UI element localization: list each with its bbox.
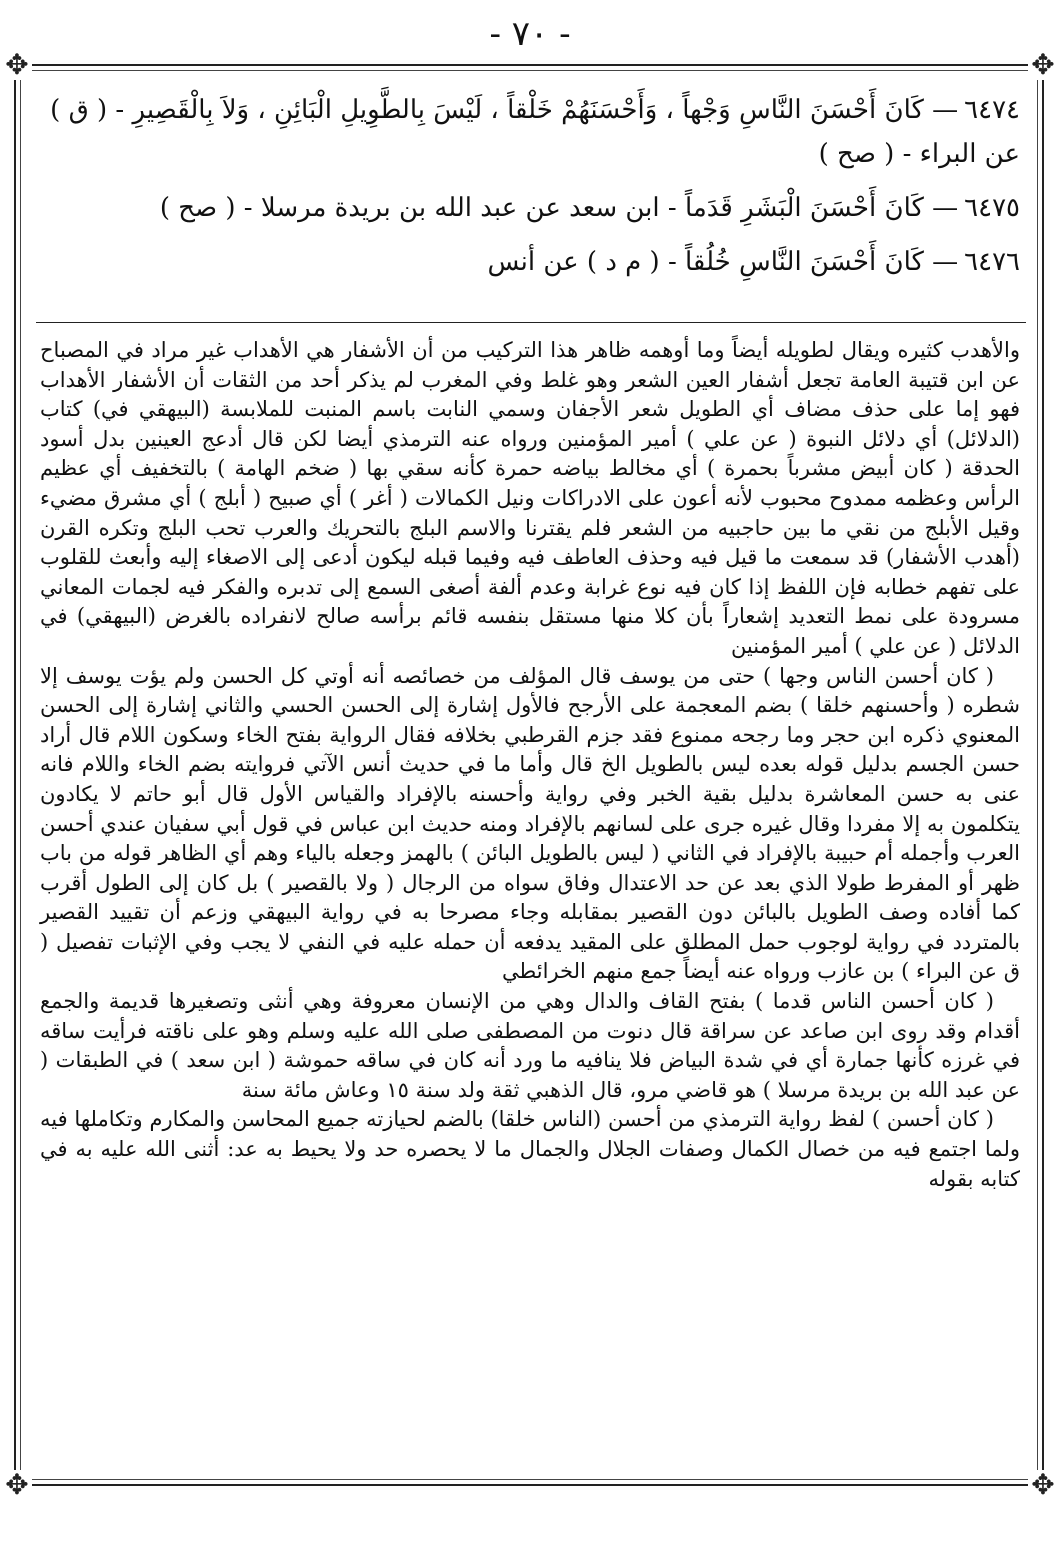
commentary-paragraph: ( كان أحسن الناس قدما ) بفتح القاف والدال وهي من الإنسان معروفة وهي أنثى وتصغيرها قديمة والجمع أقدام وقد روى ابن صاعد عن سراقة قال دنوت من المصطفى صلى الله عليه وسلم وهو على ناقته فرأيت ساقه في غرزه كأنها جمارة أي في شدة البياض فلا ينافيه ما ورد أنه كان في ساقه حموشة ( ابن سعد ) في الطبقات ( عن عبد الله بن بريدة مرسلا ) هو قاضي مرو، قال الذهبي ثقة ولد سنة ١٥ وعاش مائة سنة <box>40 989 1020 1102</box>
commentary-paragraph: ( كان أحسن ) لفظ رواية الترمذي من أحسن (الناس خلقا) بالضم لحيازته جميع المحاسن والمكارم وتكاملها فيه ولما اجتمع فيه من خصال الكمال وصفات الجلال والجمال ما لا يحصره حد ولا يحيط به عد: أثنى الله عليه به في كتابه بقوله <box>40 1107 1020 1191</box>
commentary-body <box>40 336 1020 1194</box>
corner-ornament-icon: ✥ <box>1028 1470 1058 1500</box>
corner-ornament-icon: ✥ <box>2 50 32 80</box>
hadith-number: ٦٤٧٦ <box>964 247 1020 277</box>
corner-ornament-icon: ✥ <box>2 1470 32 1500</box>
hadith-entry <box>40 88 1020 176</box>
commentary-paragraph: ( كان أحسن الناس وجها ) حتى من يوسف قال المؤلف من خصائصه أنه أوتي كل الحسن ولم يؤت يوسف إلا شطره ( وأحسنهم خلقا ) بضم المعجمة على الأرجح فالأول إشارة إلى الحسن الحسي والثاني إشارة إلى الحسن المعنوي ذكره ابن حجر وما رجحه ممنوع فقد جزم القرطبي بخلافه فقال الرواية بفتح الخاء وسكون اللام قال أراد حسن الجسم بدليل قوله بعده ليس بالطويل الخ قال وأما ما في حديث أنس الآتي فروايته بضم الخاء واللام فانه عنى به حسن المعاشرة بدليل بقية الخبر وفي رواية وأحسنه بالإفراد والقياس الأول قال أبو حاتم لا يكادون يتكلمون به إلا مفردا وقال غيره جرى على لسانهم بالإفراد ومنه حديث ابن عباس في قول أبي سفيان عندي أحسن العرب وأجمله أم حبيبة بالإفراد في الثاني ( ليس بالطويل البائن ) بالهمز وجعله بالياء وهم أي الظاهر قوله من باب ظهر أو المفرط طولا الذي بعد عن حد الاعتدال وفاق سواه من الرجال ( ولا بالقصير ) بل كان إلى الطول أقرب كما أفاده وصف الطويل بالبائن دون القصير بمقابله وجاء مصرحا به في رواية البيهقي وزعم أن تقييد القصير بالمتردد في رواية لوجوب حمل المطلق على المقيد يدفعه أن حمله عليه في النفي لا يجب وفي الإثبات تفصيل ( ق عن البراء ) بن عازب ورواه عنه أيضاً جمع منهم الخرائطي <box>40 663 1020 984</box>
hadith-source: عن البراء - ( صح ) <box>818 139 1020 169</box>
hadith-list <box>40 88 1020 294</box>
section-divider <box>36 322 1026 323</box>
hadith-number: ٦٤٧٥ <box>964 193 1020 223</box>
hadith-text: — كَانَ أَحْسَنَ النَّاسِ خُلُقاً - ( م د ) عن أنس <box>487 247 959 277</box>
hadith-text: — كَانَ أَحْسَنَ الْبَشَرِ قَدَماً - ابن سعد عن عبد الله بن بريدة مرسلا - ( صح ) <box>159 193 959 223</box>
hadith-text: — كَانَ أَحْسَنَ النَّاسِ وَجْهاً ، وَأَحْسَنَهُمْ خَلْقاً ، لَيْسَ بِالطَّوِيلِ الْبَائِنِ ، وَلاَ بِالْقَصِيرِ - ( ق ) <box>50 95 959 125</box>
hadith-entry <box>40 240 1020 284</box>
page-number: - ٧٠ - <box>489 14 571 54</box>
corner-ornament-icon: ✥ <box>1028 50 1058 80</box>
hadith-number: ٦٤٧٤ <box>964 95 1020 125</box>
commentary-paragraph: والأهدب كثيره ويقال لطويله أيضاً وما أوهمه ظاهر هذا التركيب من أن الأشفار هي الأهداب غير مراد في المصباح عن ابن قتيبة العامة تجعل أشفار العين الشعر وهو غلط وفي المغرب لم يذكر أحد من الثقات أن الأشفار الأهداب فهو إما على حذف مضاف أي الطويل شعر الأجفان وسمي النابت باسم المنبت للملابسة (البيهقي في) كتاب (الدلائل) أي دلائل النبوة ( عن علي ) أمير المؤمنين ورواه عنه الترمذي أيضا لكن قال أدعج العينين بدل أسود الحدقة ( كان أبيض مشرباً بحمرة ) أي مخالط بياضه حمرة كأنه سقي بها ( ضخم الهامة ) بالتخفيف أي عظيم الرأس وعظمه ممدوح محبوب لأنه أعون على الادراكات ونيل الكمالات ( أغر ) أي صبيح ( أبلج ) أي مشرق مضيء وقيل الأبلج من نقي ما بين حاجبيه من الشعر فلم يقترنا والاسم البلج بالتحريك والعرب تحب البلج وتكره القرن (أهدب الأشفار) قد سمعت ما قيل فيه وحذف العاطف فيه وفيما قبله ليكون أدعى إلى الاصغاء إليه وأبعث للقلوب على تفهم خطابه فإن اللفظ إذا كان فيه نوع غرابة وعدم ألفة أصغى السمع إلى تدبره والفكر فيه لجمات المعاني مسرودة على نمط التعديد إشعاراً بأن كلا منها مستقل بنفسه قائم برأسه صالح لانفراده بالغرض (البيهقي) في الدلائل ( عن علي ) أمير المؤمنين <box>40 338 1021 658</box>
hadith-entry <box>40 186 1020 230</box>
